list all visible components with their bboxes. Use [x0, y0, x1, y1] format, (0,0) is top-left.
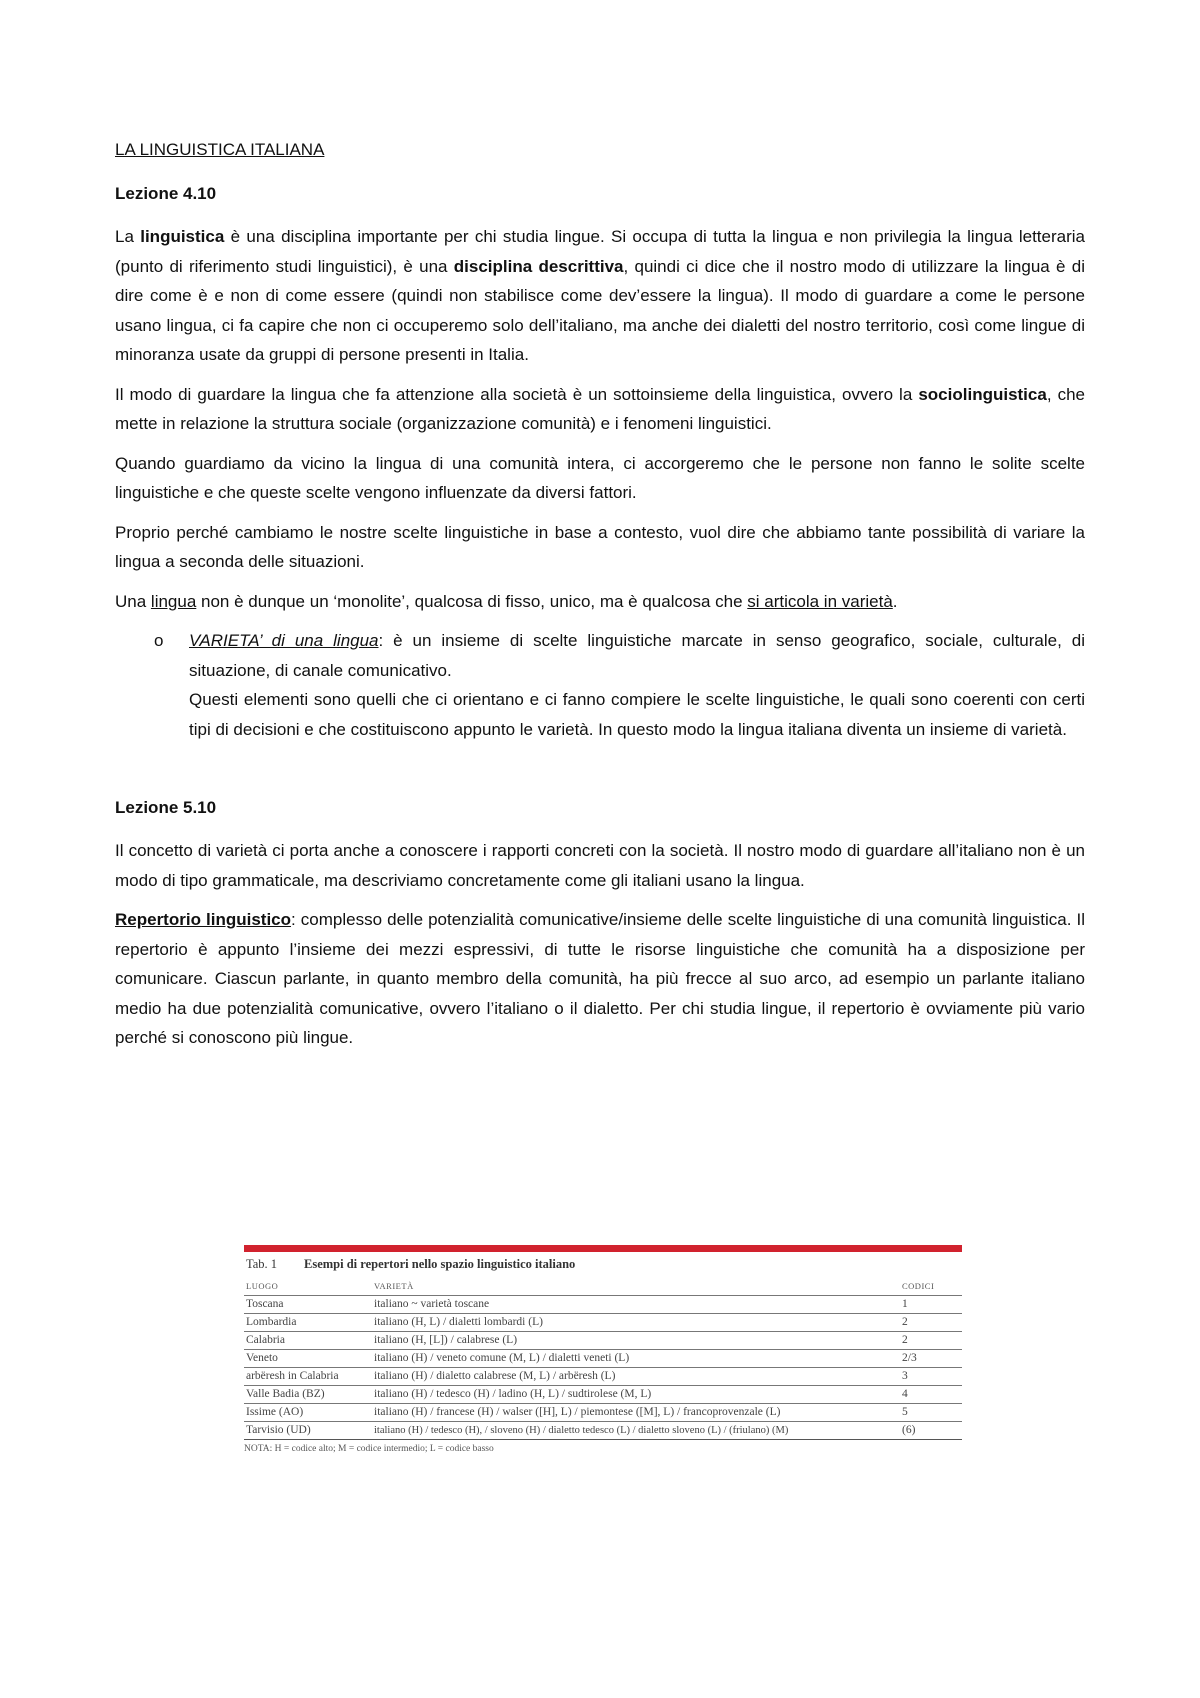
lesson-heading-5-10: Lezione 5.10 — [115, 798, 217, 817]
paragraph-sociolinguistica: Il modo di guardare la lingua che fa attenzione alla società è un sottoinsieme della linguistica, ovvero la sociolinguistica, che mette in relazione la struttura sociale (organizzazione comunità) e i fenomeni linguistici. — [115, 384, 1086, 433]
table-row: arbëresh in Calabria italiano (H) / dialetto calabrese (M, L) / arbëresh (L) 3 — [244, 1368, 962, 1386]
lesson-heading-4-10: Lezione 4.10 — [115, 184, 217, 203]
table-row: Tarvisio (UD) italiano (H) / tedesco (H), / sloveno (H) / dialetto tedesco (L) / dialetto sloveno (L) / (friulano) (M) (6) — [244, 1422, 962, 1440]
bullet-icon: o — [154, 631, 164, 650]
table-row: Lombardia italiano (H, L) / dialetti lombardi (L) 2 — [244, 1314, 962, 1332]
list-item-varieta — [115, 626, 1085, 744]
table-row: Valle Badia (BZ) italiano (H) / tedesco (H) / ladino (H, L) / sudtirolese (M, L) 4 — [244, 1386, 962, 1404]
table-row: Veneto italiano (H) / veneto comune (M, L) / dialetti veneti (L) 2/3 — [244, 1350, 962, 1368]
table-row: Calabria italiano (H, [L]) / calabrese (L) 2 — [244, 1332, 962, 1350]
table-row: Toscana italiano ~ varietà toscane 1 — [244, 1296, 962, 1314]
document-title: LA LINGUISTICA ITALIANA — [115, 140, 325, 159]
repertori-table-figure — [244, 1245, 962, 1454]
paragraph-comunita: Quando guardiamo da vicino la lingua di una comunità intera, ci accorgeremo che le persone non fanno le solite scelte linguistiche e che queste scelte vengono influenzate da diversi fattori. — [115, 453, 1085, 502]
paragraph-contesto: Proprio perché cambiamo le nostre scelte linguistiche in base a contesto, vuol dire che abbiamo tante possibilità di variare la lingua a seconda delle situazioni. — [115, 522, 1085, 571]
list-item-text: VARIETA’ di una lingua: è un insieme di scelte linguistiche marcate in senso geografico, sociale, culturale, di situazione, di canale comunicativo. — [189, 631, 1085, 680]
repertori-table — [244, 1278, 962, 1440]
table-caption: Tab. 1 Esempi di repertori nello spazio linguistico italiano — [246, 1257, 576, 1271]
table-note: NOTA: H = codice alto; M = codice intermedio; L = codice basso — [244, 1444, 494, 1454]
paragraph-varieta-societa: Il concetto di varietà ci porta anche a conoscere i rapporti concreti con la società. Il nostro modo di guardare all’italiano non è un modo di tipo grammaticale, ma descriviamo concretamente come gli italiani usano la lingua. — [115, 841, 1085, 890]
column-header-codici: CODICI — [900, 1278, 962, 1296]
paragraph-monolite: Una lingua non è dunque un ‘monolite’, qualcosa di fisso, unico, ma è qualcosa che si articola in varietà. — [115, 591, 898, 611]
table-row: Issime (AO) italiano (H) / francese (H) / walser ([H], L) / piemontese ([M], L) / francoprovenzale (L) 5 — [244, 1404, 962, 1422]
list-item-text-continued: Questi elementi sono quelli che ci orientano e ci fanno compiere le scelte linguistiche, le quali sono coerenti con certi tipi di decisioni e che costituiscono appunto le varietà. In questo modo la lingua italiana diventa un insieme di varietà. — [189, 690, 1085, 739]
column-header-varieta: VARIETÀ — [372, 1278, 900, 1296]
table-top-rule — [244, 1245, 962, 1252]
paragraph-repertorio: Repertorio linguistico: complesso delle potenzialità comunicative/insieme delle scelte linguistiche di una comunità linguistica. Il repertorio è appunto l’insieme dei mezzi espressivi, di tutte le risorse linguistiche che comunità ha a disposizione per comunicare. Ciascun parlante, in quanto membro della comunità, ha più frecce al suo arco, ad esempio un parlante italiano medio ha due potenzialità comunicative, ovvero l’italiano o il dialetto. Per chi studia lingue, il repertorio è ovviamente più vario perché si conoscono più lingue. — [115, 910, 1085, 1047]
column-header-luogo: LUOGO — [244, 1278, 372, 1296]
paragraph-linguistica: La linguistica è una disciplina importante per chi studia lingue. Si occupa di tutta la lingua e non privilegia la lingua letteraria (punto di riferimento studi linguistici), è una disciplina descrittiva, quindi ci dice che il nostro modo di utilizzare la lingua è di dire come è e non di come essere (quindi non stabilisce come dev’essere la lingua). Il modo di guardare a come le persone usano lingua, ci fa capire che non ci occuperemo solo dell’italiano, ma anche dei dialetti del nostro territorio, così come lingue di minoranza usate da gruppi di persone presenti in Italia. — [115, 227, 1085, 364]
document-page — [115, 140, 1085, 1063]
